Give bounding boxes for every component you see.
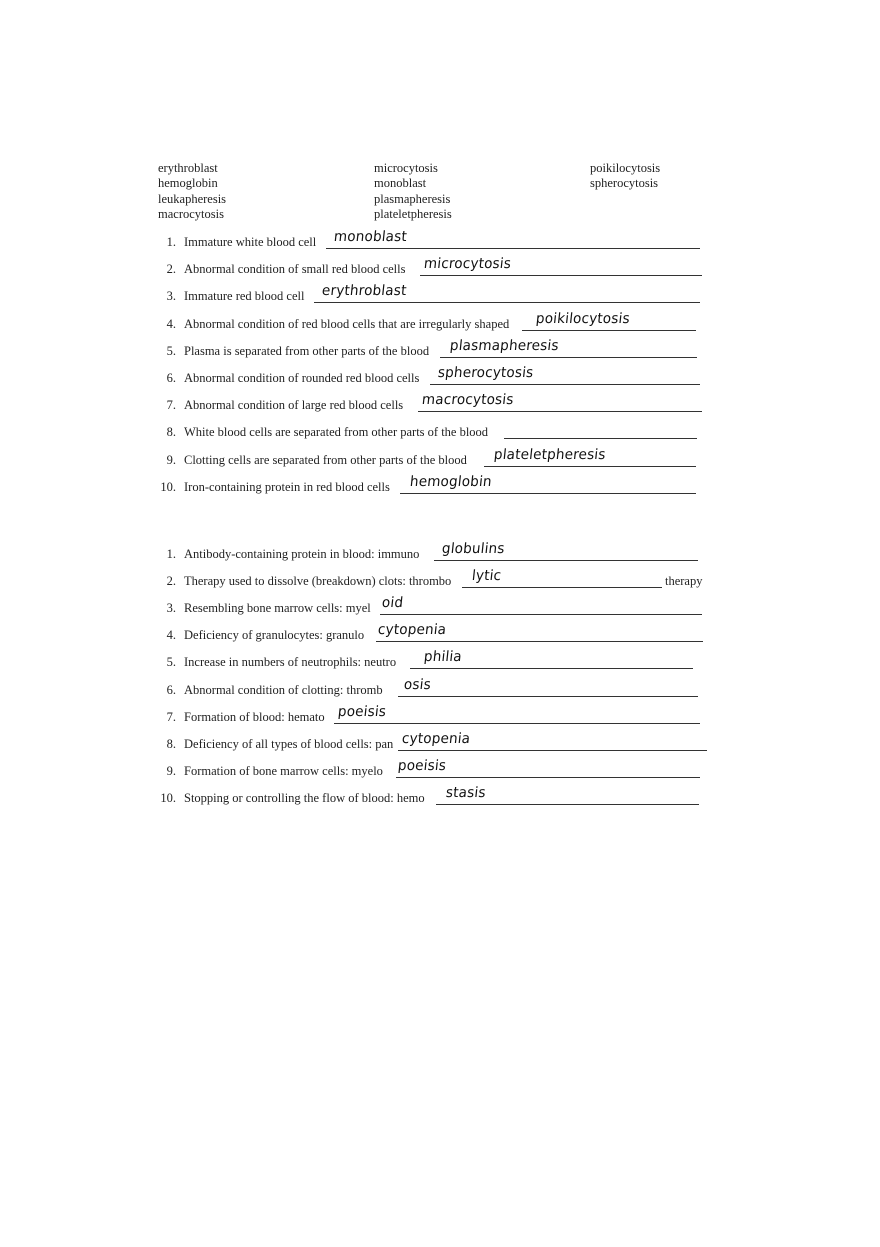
question-row [150, 310, 720, 337]
handwritten-answer: cytopenia [401, 730, 472, 748]
answer-blank[interactable] [314, 302, 700, 303]
answer-blank[interactable] [440, 357, 697, 358]
question-prompt: Therapy used to dissolve (breakdown) clots: thrombo [184, 574, 452, 589]
word-bank-column [158, 161, 226, 222]
question-prompt: Clotting cells are separated from other parts of the blood [184, 452, 467, 467]
question-row [150, 757, 720, 784]
question-number: 9. [166, 452, 176, 467]
handwritten-answer: monoblast [333, 228, 408, 246]
answer-blank[interactable] [396, 777, 700, 778]
question-row [150, 621, 720, 648]
word-bank-term: macrocytosis [158, 206, 224, 221]
question-row [150, 540, 720, 567]
question-prompt: Abnormal condition of rounded red blood cells [184, 371, 420, 385]
question-prompt: Formation of blood: hemato [184, 709, 325, 724]
question-number: 5. [166, 343, 176, 358]
answer-blank[interactable] [376, 641, 703, 642]
handwritten-answer: microcytosis [423, 255, 512, 273]
question-row [150, 784, 720, 811]
question-number: 10. [160, 790, 176, 805]
question-number: 5. [166, 655, 176, 670]
question-prompt: White blood cells are separated from other parts of the blood [184, 425, 489, 440]
answer-blank[interactable] [430, 384, 700, 385]
question-number: 6. [166, 682, 176, 697]
question-number: 9. [166, 763, 176, 778]
question-row [150, 364, 720, 391]
question-number: 4. [166, 316, 176, 331]
question-number: 1. [166, 235, 176, 249]
word-bank-term: spherocytosis [590, 176, 659, 191]
word-bank-term: microcytosis [374, 161, 438, 175]
handwritten-answer: cytopenia [377, 621, 448, 639]
question-number: 3. [166, 289, 176, 304]
question-number: 2. [166, 574, 176, 589]
word-bank-term: leukapheresis [158, 191, 227, 206]
question-row [150, 391, 720, 418]
word-bank-column [374, 161, 452, 222]
answer-blank[interactable] [326, 248, 700, 249]
question-row [150, 473, 720, 500]
question-row [150, 228, 720, 255]
answer-blank[interactable] [380, 614, 702, 615]
question-row [150, 255, 720, 282]
handwritten-answer: osis [403, 676, 432, 693]
answer-blank[interactable] [398, 696, 698, 697]
question-row [150, 648, 720, 675]
question-prompt: Immature red blood cell [184, 289, 305, 304]
answer-blank[interactable] [398, 750, 707, 751]
question-row [150, 446, 720, 473]
question-prompt: Increase in numbers of neutrophils: neutro [184, 655, 397, 670]
handwritten-answer: philia [423, 648, 463, 666]
question-prompt: Abnormal condition of clotting: thromb [184, 682, 383, 697]
question-number: 4. [166, 628, 176, 643]
question-number: 2. [166, 262, 176, 277]
answer-blank[interactable] [410, 668, 693, 669]
answer-blank[interactable] [504, 438, 697, 439]
question-row [150, 567, 720, 594]
word-bank-term: plasmapheresis [374, 191, 451, 206]
handwritten-answer: spherocytosis [437, 364, 535, 382]
handwritten-answer: oid [381, 594, 405, 612]
answer-blank[interactable] [436, 804, 699, 805]
question-number: 8. [166, 425, 176, 440]
question-number: 8. [166, 736, 176, 751]
handwritten-answer: macrocytosis [421, 391, 515, 409]
answer-blank[interactable] [462, 587, 662, 588]
handwritten-answer: poikilocytosis [535, 310, 631, 327]
handwritten-answer: globulins [441, 540, 506, 558]
question-number: 1. [166, 547, 176, 561]
handwritten-answer: hemoglobin [409, 473, 493, 491]
question-prompt: Iron-containing protein in red blood cells [184, 479, 390, 494]
question-prompt: Plasma is separated from other parts of the blood [184, 343, 430, 358]
question-number: 3. [166, 601, 176, 616]
question-row [150, 282, 720, 309]
question-row [150, 425, 720, 445]
handwritten-answer: poeisis [397, 757, 447, 775]
question-row [150, 594, 720, 621]
word-bank-term: monoblast [374, 176, 427, 191]
word-bank [158, 161, 718, 225]
question-row [150, 676, 720, 703]
answer-blank[interactable] [400, 493, 696, 494]
question-prompt: Abnormal condition of red blood cells that are irregularly shaped [184, 316, 510, 331]
question-prompt: Abnormal condition of large red blood cells [184, 398, 404, 413]
handwritten-answer: erythroblast [321, 282, 408, 300]
handwritten-answer: plasmapheresis [449, 337, 560, 355]
word-bank-term: hemoglobin [158, 176, 218, 191]
answer-blank[interactable] [434, 560, 698, 561]
handwritten-answer: poeisis [337, 703, 387, 720]
question-prompt: Abnormal condition of small red blood cells [184, 262, 406, 277]
question-number: 6. [166, 371, 176, 385]
question-row [150, 703, 720, 730]
answer-blank[interactable] [420, 275, 702, 276]
word-bank-term: erythroblast [158, 161, 218, 175]
question-row [150, 730, 720, 757]
answer-blank[interactable] [418, 411, 702, 412]
question-prompt: Stopping or controlling the flow of blood: hemo [184, 790, 425, 805]
answer-blank[interactable] [522, 330, 696, 331]
question-row [150, 337, 720, 364]
question-prompt: Deficiency of granulocytes: granulo [184, 628, 365, 643]
question-prompt: Deficiency of all types of blood cells: pan [184, 736, 394, 751]
question-suffix: therapy [665, 574, 703, 589]
question-prompt: Formation of bone marrow cells: myelo [184, 763, 383, 778]
answer-blank[interactable] [334, 723, 700, 724]
question-number: 7. [166, 398, 176, 413]
word-bank-term: plateletpheresis [374, 206, 452, 221]
question-prompt: Resembling bone marrow cells: myel [184, 601, 371, 616]
question-prompt: Antibody-containing protein in blood: immuno [184, 547, 420, 561]
question-prompt: Immature white blood cell [184, 235, 317, 249]
answer-blank[interactable] [484, 466, 696, 467]
handwritten-answer: plateletpheresis [493, 446, 607, 463]
word-bank-term: poikilocytosis [590, 161, 661, 175]
handwritten-answer: stasis [445, 784, 487, 802]
question-number: 10. [160, 479, 176, 494]
handwritten-answer: lytic [471, 567, 503, 585]
word-bank-column [590, 161, 660, 192]
question-number: 7. [166, 709, 176, 724]
